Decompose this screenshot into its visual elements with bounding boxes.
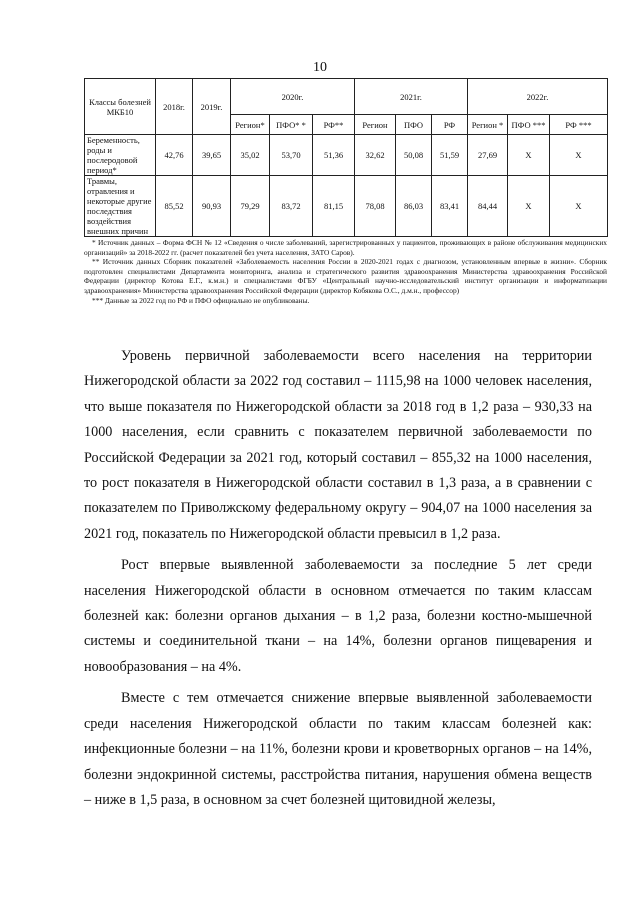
footnote: * Источник данных – Форма ФСН № 12 «Сведения о числе заболеваний, зарегистрированных у пациентов, проживающих в районе обслуживания медицинских организаций» за 2018-2022 гг. (расчет показателей без учета населения, ЗАТО Саров). xyxy=(84,238,607,257)
value-cell: Х xyxy=(550,135,608,176)
value-cell: 27,69 xyxy=(468,135,508,176)
value-cell: 86,03 xyxy=(396,176,432,237)
value-cell: 53,70 xyxy=(270,135,313,176)
value-cell: Х xyxy=(508,176,550,237)
subheader-cell: Регион xyxy=(355,115,396,135)
subheader-cell: РФ xyxy=(432,115,468,135)
class-header-cell: Классы болезней МКБ10 xyxy=(85,79,156,135)
value-cell: Х xyxy=(550,176,608,237)
footnote: *** Данные за 2022 год по РФ и ПФО официально не опубликованы. xyxy=(92,295,310,305)
table-footnotes xyxy=(84,238,607,305)
year-header: 2022г. xyxy=(468,79,608,115)
year-header: 2018г. xyxy=(156,79,193,135)
year-header: 2021г. xyxy=(355,79,468,115)
morbidity-table xyxy=(84,78,607,237)
value-cell: 79,29 xyxy=(231,176,270,237)
footnote: ** Источник данных Сборник показателей «Заболеваемость населения России в 2020-2021 годах с диагнозом, установленным впервые в жизни». Сборник подготовлен специалистами Департамента мониторинга, анализа и стратегического развития здравоохранения Министерства здравоохранения Российской Федерации (директор Котова Е.Г., к.м.н.) и специалистами ФГБУ «Центральный научно-исследовательский институт организации и информатизации здравоохранения» Министерства здравоохранения Российской Федерации (директор Кобякова О.С., д.м.н., профессор) xyxy=(84,257,607,295)
value-cell: 84,44 xyxy=(468,176,508,237)
value-cell: 81,15 xyxy=(313,176,355,237)
subheader-cell: РФ *** xyxy=(550,115,608,135)
row-name-cell: Травмы, отравления и некоторые другие последствия воздействия внешних причин xyxy=(85,176,156,237)
subheader-cell: Регион * xyxy=(468,115,508,135)
paragraph: Рост впервые выявленной заболеваемости за последние 5 лет среди населения Нижегородской области в основном отмечается по таким классам болезней как: болезни органов дыхания – в 1,2 раза, болезни костно-мышечной системы и соединительной ткани – на 14%, болезни органов пищеварения и новообразования – на 4%. xyxy=(84,557,592,675)
value-cell: 85,52 xyxy=(156,176,193,237)
table-row xyxy=(85,176,608,237)
subheader-cell: РФ** xyxy=(313,115,355,135)
subheader-cell: ПФО* * xyxy=(270,115,313,135)
year-header: 2020г. xyxy=(231,79,355,115)
subheader-cell: ПФО *** xyxy=(508,115,550,135)
value-cell: 32,62 xyxy=(355,135,396,176)
subheader-cell: Регион* xyxy=(231,115,270,135)
value-cell: Х xyxy=(508,135,550,176)
year-header: 2019г. xyxy=(193,79,231,135)
value-cell: 39,65 xyxy=(193,135,231,176)
body-text xyxy=(84,344,592,819)
value-cell: 83,41 xyxy=(432,176,468,237)
value-cell: 35,02 xyxy=(231,135,270,176)
paragraph: Вместе с тем отмечается снижение впервые выявленной заболеваемости среди населения Нижегородской области по таким классам болезней как: инфекционные болезни – на 11%, болезни крови и кроветворных органов – на 14%, болезни эндокринной системы, расстройства питания, нарушения обмена веществ – ниже в 1,5 раза, в основном за счет болезней щитовидной железы, xyxy=(84,690,592,808)
value-cell: 42,76 xyxy=(156,135,193,176)
value-cell: 90,93 xyxy=(193,176,231,237)
value-cell: 83,72 xyxy=(270,176,313,237)
value-cell: 51,36 xyxy=(313,135,355,176)
row-name-cell: Беременность, роды и послеродовой период* xyxy=(85,135,156,176)
value-cell: 51,59 xyxy=(432,135,468,176)
page-number: 10 xyxy=(313,60,327,75)
value-cell: 50,08 xyxy=(396,135,432,176)
paragraph: Уровень первичной заболеваемости всего населения на территории Нижегородской области за 2022 год составил – 1115,98 на 1000 человек населения, что выше показателя по Нижегородской области за 2018 год в 1,2 раза – 930,33 на 1000 населения, если сравнить с показателем первичной заболеваемости по Российской Федерации за 2021 год, который составил – 855,32 на 1000 населения, то рост показателя в Нижегородской области составил в 1,3 раза, а в сравнении с показателем по Приволжскому федеральному округу – 904,07 на 1000 населения за 2021 год, показатель по Нижегородской области превысил в 1,2 раза. xyxy=(84,348,592,542)
value-cell: 78,08 xyxy=(355,176,396,237)
table-row xyxy=(85,135,608,176)
subheader-cell: ПФО xyxy=(396,115,432,135)
